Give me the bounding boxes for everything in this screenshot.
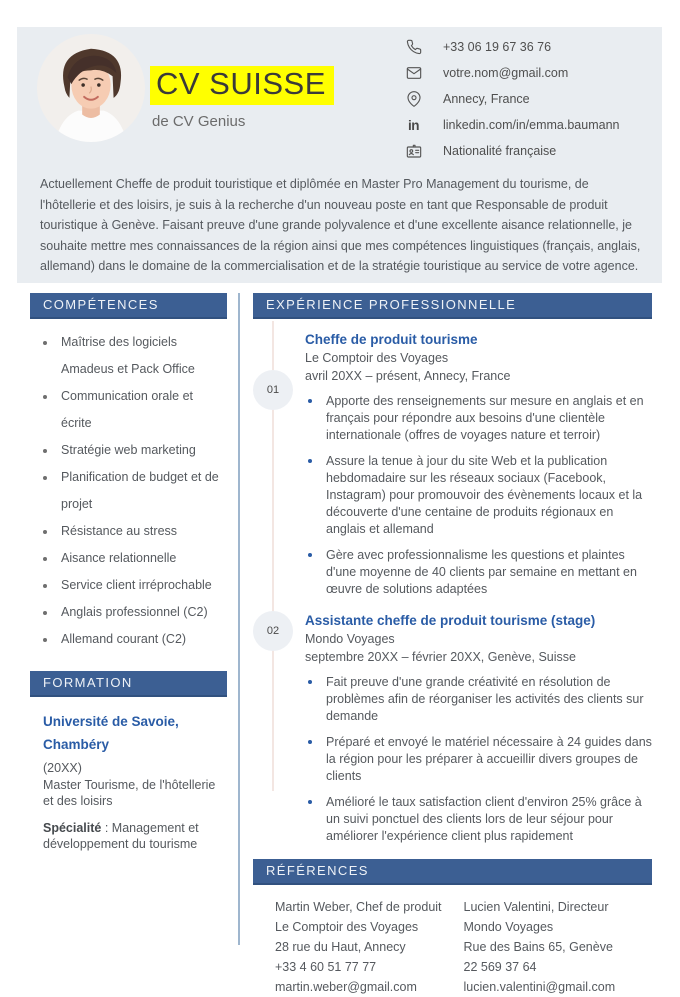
bullet-dot [43, 638, 47, 642]
location-icon [405, 91, 422, 108]
job-bullets [305, 674, 652, 845]
contact-linkedin-text-url: Annecy, France [443, 92, 530, 106]
reference-line: Le Comptoir des Voyages [275, 920, 419, 934]
job-company: Le Comptoir des Voyages [305, 351, 449, 365]
avatar [37, 34, 145, 142]
timeline-badge-01: 01 [253, 370, 293, 410]
skills-list [30, 329, 227, 653]
job-company: Mondo Voyages [305, 632, 395, 646]
job-title: Assistante cheffe de produit tourisme (stage) [305, 613, 596, 628]
education-specialty: Spécialité : Management et développement du tourisme [43, 821, 199, 851]
contact-phone-text: +33 06 19 67 36 76 [443, 40, 552, 54]
byline: de CV Genius [152, 113, 246, 130]
reference-line: 22 569 37 64 [463, 960, 537, 974]
education-entry [43, 710, 227, 852]
right-column [253, 293, 652, 997]
left-column [30, 293, 227, 852]
bullet-dot [43, 530, 47, 534]
school-name: Université de Savoie, Chambéry [43, 714, 179, 752]
contact-linkedin [405, 112, 657, 138]
skill-item: Aisance relationnelle [30, 545, 227, 572]
job-bullet: Assure la tenue à jour du site Web et la publication hebdomadaire sur les réseaux sociaux (Facebook, Instagram) pour promouvoir des évènements locaux et la découverte d'une centaine de produits régionaux en anglais et allemand [305, 453, 652, 538]
linkedin-icon: in [408, 117, 419, 133]
avatar-photo-illustration [37, 34, 145, 142]
reference-line: Martin Weber, Chef de produit [275, 900, 442, 914]
profile-summary: Actuellement Cheffe de produit touristique et diplômée en Master Pro Management du tourisme, de l'hôtellerie et des loisirs, je suis à la recherche d'un nouveau poste en tant que Responsable de produit touristique à Genève. Faisant preuve d'une grande polyvalence et d'une excellente aisance relationnelle, je souhaite mettre mes connaissances de la région ainsi que mes compétences linguistiques (français, anglais, allemand) dans le domaine de la commercialisation et de la stratégie touristique au service de votre agence. [40, 177, 641, 273]
job-bullet: Amélioré le taux satisfaction client d'environ 25% grâce à un suivi ponctuel des clients lors de leur séjour pour améliorer l'expérience client plus rapidement [305, 794, 652, 845]
bullet-dot [308, 800, 312, 804]
section-title-references: RÉFÉRENCES [253, 859, 652, 885]
reference-line: 28 rue du Haut, Annecy [275, 940, 406, 954]
contact-location [405, 86, 657, 112]
references-block [253, 885, 652, 997]
job-bullet: Fait preuve d'une grande créativité en résolution de problèmes afin de réorganiser les activités des clients sur demande [305, 674, 652, 725]
job-bullets [305, 393, 652, 598]
email-icon [405, 65, 422, 82]
timeline-badge-02: 02 [253, 611, 293, 651]
section-title-formation: FORMATION [30, 671, 227, 697]
skill-item: Anglais professionnel (C2) [30, 599, 227, 626]
reference-line: Rue des Bains 65, Genève [463, 940, 613, 954]
job-bullet: Gère avec professionnalisme les questions et plaintes d'une moyenne de 40 clients par semaine en mettant en œuvre de solutions adaptées [305, 547, 652, 598]
section-title-experience: EXPÉRIENCE PROFESSIONNELLE [253, 293, 652, 319]
skill-item: Service client irréprochable [30, 572, 227, 599]
skill-item: Maîtrise des logiciels Amadeus et Pack Office [30, 329, 227, 383]
job-entry [305, 612, 652, 845]
id-card-icon [405, 143, 422, 160]
contact-nationality [405, 138, 657, 164]
contact-list [405, 34, 657, 164]
bullet-dot [43, 557, 47, 561]
bullet-dot [308, 680, 312, 684]
skill-item: Planification de budget et de projet [30, 464, 227, 518]
bullet-dot [43, 584, 47, 588]
contact-phone [405, 34, 657, 60]
skill-item: Résistance au stress [30, 518, 227, 545]
job-dates: avril 20XX – présent, Annecy, France [305, 369, 511, 383]
bullet-dot [43, 449, 47, 453]
contact-linkedin-text: linkedin.com/in/emma.baumann [443, 118, 620, 132]
cv-header [17, 27, 662, 283]
reference-contact [464, 897, 653, 997]
job-bullet: Apporte des renseignements sur mesure en anglais et en français pour répondre aux besoins d'une clientèle internationale (offres de voyages nature et terroir) [305, 393, 652, 444]
identity-block [150, 65, 334, 130]
skill-item: Allemand courant (C2) [30, 626, 227, 653]
page-title: CV SUISSE [150, 66, 334, 105]
bullet-dot [308, 459, 312, 463]
bullet-dot [308, 740, 312, 744]
contact-email [405, 60, 657, 86]
bullet-dot [308, 553, 312, 557]
education-degree: Master Tourisme, de l'hôtellerie et des loisirs [43, 778, 216, 808]
column-divider [238, 293, 240, 945]
education-year: (20XX) [43, 761, 82, 775]
job-bullet: Préparé et envoyé le matériel nécessaire à 24 guides dans la région pour les préparer à accueillir divers groupes de clients [305, 734, 652, 785]
reference-line: lucien.valentini@gmail.com [463, 980, 616, 994]
skill-item: Communication orale et écrite [30, 383, 227, 437]
phone-icon [405, 39, 422, 56]
reference-line: +33 4 60 51 77 77 [275, 960, 377, 974]
skill-item: Stratégie web marketing [30, 437, 227, 464]
reference-line: Lucien Valentini, Directeur [463, 900, 609, 914]
contact-email-text: votre.nom@gmail.com [443, 66, 569, 80]
section-title-competences: COMPÉTENCES [30, 293, 227, 319]
contact-nationality-text: Nationalité française [443, 144, 557, 158]
bullet-dot [43, 611, 47, 615]
bullet-dot [43, 341, 47, 345]
reference-line: martin.weber@gmail.com [275, 980, 417, 994]
experience-timeline [253, 319, 652, 845]
bullet-dot [43, 476, 47, 480]
bullet-dot [308, 399, 312, 403]
bullet-dot [43, 395, 47, 399]
reference-contact [275, 897, 464, 997]
job-dates: septembre 20XX – février 20XX, Genève, Suisse [305, 650, 576, 664]
reference-line: Mondo Voyages [463, 920, 554, 934]
job-entry [305, 331, 652, 598]
job-title: Cheffe de produit tourisme [305, 332, 478, 347]
